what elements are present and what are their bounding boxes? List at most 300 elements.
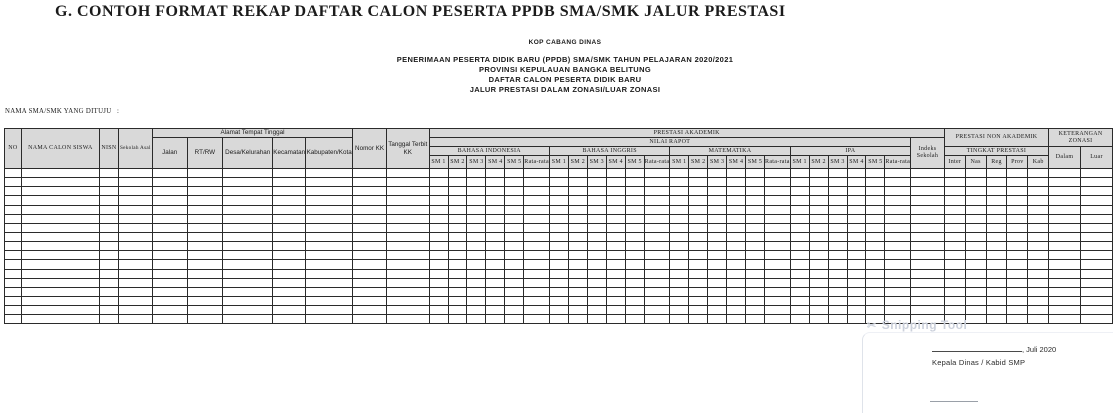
body-cell xyxy=(866,187,885,196)
header-sm-3: SM 3 xyxy=(828,156,847,169)
body-cell xyxy=(944,205,965,214)
table-row xyxy=(5,306,1113,315)
body-cell xyxy=(118,306,152,315)
letterhead-line-4: JALUR PRESTASI DALAM ZONASI/LUAR ZONASI xyxy=(469,85,661,94)
body-cell xyxy=(986,223,1007,232)
body-cell xyxy=(746,178,765,187)
snipping-tool-watermark-text: Snipping Tool xyxy=(881,318,968,332)
body-cell xyxy=(670,178,689,187)
body-cell xyxy=(5,278,22,287)
body-cell xyxy=(670,260,689,269)
body-cell xyxy=(911,306,945,315)
body-cell xyxy=(587,232,606,241)
body-cell xyxy=(587,196,606,205)
body-cell xyxy=(809,296,828,305)
body-cell xyxy=(5,178,22,187)
body-cell xyxy=(765,232,791,241)
body-cell xyxy=(187,315,223,324)
body-cell xyxy=(765,242,791,251)
signature-date: , Juli 2020 xyxy=(1022,345,1057,354)
body-cell xyxy=(606,232,625,241)
body-cell xyxy=(689,278,708,287)
body-cell xyxy=(625,178,644,187)
body-cell xyxy=(99,169,118,178)
body-cell xyxy=(273,287,306,296)
body-cell xyxy=(606,205,625,214)
body-cell xyxy=(5,251,22,260)
body-cell xyxy=(866,251,885,260)
body-cell xyxy=(866,278,885,287)
body-cell xyxy=(809,169,828,178)
body-cell xyxy=(746,278,765,287)
body-cell xyxy=(273,178,306,187)
body-cell xyxy=(1049,232,1081,241)
body-cell xyxy=(911,287,945,296)
body-cell xyxy=(568,315,587,324)
header-sm-3: SM 3 xyxy=(708,156,727,169)
body-cell xyxy=(5,205,22,214)
body-cell xyxy=(152,196,187,205)
body-cell xyxy=(223,223,273,232)
body-cell xyxy=(99,242,118,251)
body-cell xyxy=(306,187,353,196)
body-cell xyxy=(386,223,429,232)
header-matematika: MATEMATIKA xyxy=(670,147,790,156)
body-cell xyxy=(689,187,708,196)
body-cell xyxy=(790,278,809,287)
body-cell xyxy=(606,196,625,205)
body-cell xyxy=(549,278,568,287)
body-cell xyxy=(5,187,22,196)
body-cell xyxy=(828,287,847,296)
body-cell xyxy=(524,287,550,296)
body-cell xyxy=(944,242,965,251)
body-cell xyxy=(965,242,986,251)
body-cell xyxy=(606,178,625,187)
body-cell xyxy=(1007,205,1028,214)
table-row xyxy=(5,269,1113,278)
body-cell xyxy=(486,196,505,205)
body-cell xyxy=(670,315,689,324)
body-cell xyxy=(765,269,791,278)
body-cell xyxy=(223,278,273,287)
body-cell xyxy=(727,315,746,324)
body-cell xyxy=(429,196,448,205)
table-row xyxy=(5,178,1113,187)
body-cell xyxy=(99,205,118,214)
body-cell xyxy=(549,287,568,296)
body-cell xyxy=(606,278,625,287)
body-cell xyxy=(1007,269,1028,278)
body-cell xyxy=(765,287,791,296)
body-cell xyxy=(21,269,99,278)
body-cell xyxy=(944,296,965,305)
body-cell xyxy=(306,287,353,296)
body-cell xyxy=(386,269,429,278)
signature-place-blank-line xyxy=(932,344,1022,352)
body-cell xyxy=(885,187,911,196)
body-cell xyxy=(568,169,587,178)
body-cell xyxy=(689,232,708,241)
body-cell xyxy=(5,306,22,315)
body-cell xyxy=(152,178,187,187)
body-cell xyxy=(568,214,587,223)
body-cell xyxy=(152,260,187,269)
body-cell xyxy=(944,287,965,296)
body-cell xyxy=(486,269,505,278)
body-cell xyxy=(187,187,223,196)
body-cell xyxy=(847,287,866,296)
body-cell xyxy=(223,269,273,278)
body-cell xyxy=(746,223,765,232)
signature-place-date-row xyxy=(932,344,1056,354)
body-cell xyxy=(386,232,429,241)
body-cell xyxy=(587,296,606,305)
body-cell xyxy=(809,260,828,269)
body-cell xyxy=(273,205,306,214)
body-cell xyxy=(689,196,708,205)
body-cell xyxy=(448,315,467,324)
body-cell xyxy=(644,251,670,260)
body-cell xyxy=(1028,178,1049,187)
body-cell xyxy=(644,278,670,287)
body-cell xyxy=(187,251,223,260)
body-cell xyxy=(505,178,524,187)
body-cell xyxy=(944,278,965,287)
body-cell xyxy=(21,232,99,241)
body-cell xyxy=(505,260,524,269)
body-cell xyxy=(1049,205,1081,214)
body-cell xyxy=(986,178,1007,187)
body-cell xyxy=(306,306,353,315)
body-cell xyxy=(625,269,644,278)
body-cell xyxy=(670,205,689,214)
body-cell xyxy=(448,214,467,223)
body-cell xyxy=(467,278,486,287)
body-cell xyxy=(1080,169,1112,178)
body-cell xyxy=(746,242,765,251)
body-cell xyxy=(306,242,353,251)
header-rata-rata: Rata-rata xyxy=(644,156,670,169)
body-cell xyxy=(587,278,606,287)
body-cell xyxy=(549,196,568,205)
body-cell xyxy=(118,187,152,196)
header-ipa: IPA xyxy=(790,147,910,156)
body-cell xyxy=(1007,296,1028,305)
body-cell xyxy=(885,232,911,241)
body-cell xyxy=(746,205,765,214)
body-cell xyxy=(885,242,911,251)
body-cell xyxy=(273,223,306,232)
body-cell xyxy=(448,260,467,269)
body-cell xyxy=(727,269,746,278)
header-rt-rw: RT/RW xyxy=(187,138,223,169)
body-cell xyxy=(809,287,828,296)
body-cell xyxy=(1080,187,1112,196)
body-cell xyxy=(429,287,448,296)
body-cell xyxy=(1028,242,1049,251)
header-no: NO xyxy=(5,129,22,169)
body-cell xyxy=(99,287,118,296)
header-nilai-rapot: NILAI RAPOT xyxy=(429,138,911,147)
header-sm-4: SM 4 xyxy=(727,156,746,169)
body-cell xyxy=(429,178,448,187)
body-cell xyxy=(1080,287,1112,296)
body-cell xyxy=(306,223,353,232)
signature-block xyxy=(932,344,1056,367)
body-cell xyxy=(847,178,866,187)
body-cell xyxy=(765,169,791,178)
body-cell xyxy=(467,251,486,260)
header-sm-4: SM 4 xyxy=(847,156,866,169)
body-cell xyxy=(689,287,708,296)
body-cell xyxy=(386,178,429,187)
header-nomor-kk: Nomor KK xyxy=(353,129,387,169)
body-cell xyxy=(467,205,486,214)
header-kabupaten-kota: Kabupaten/Kota xyxy=(306,138,353,169)
body-cell xyxy=(965,315,986,324)
body-cell xyxy=(21,169,99,178)
body-cell xyxy=(765,187,791,196)
body-cell xyxy=(606,269,625,278)
body-cell xyxy=(765,196,791,205)
body-cell xyxy=(353,187,387,196)
body-cell xyxy=(765,306,791,315)
body-cell xyxy=(353,306,387,315)
body-cell xyxy=(524,251,550,260)
body-cell xyxy=(911,205,945,214)
table-row xyxy=(5,214,1113,223)
body-cell xyxy=(986,278,1007,287)
header-sm-3: SM 3 xyxy=(467,156,486,169)
body-cell xyxy=(486,232,505,241)
body-cell xyxy=(986,251,1007,260)
body-cell xyxy=(790,260,809,269)
body-cell xyxy=(1007,287,1028,296)
body-cell xyxy=(273,269,306,278)
body-cell xyxy=(386,287,429,296)
body-cell xyxy=(5,269,22,278)
letterhead xyxy=(15,39,1113,95)
body-cell xyxy=(965,205,986,214)
body-cell xyxy=(549,251,568,260)
body-cell xyxy=(1049,287,1081,296)
header-rata-rata: Rata-rata xyxy=(885,156,911,169)
header-tingkat-prestasi: TINGKAT PRESTASI xyxy=(944,147,1048,156)
body-cell xyxy=(306,278,353,287)
body-cell xyxy=(911,296,945,305)
body-cell xyxy=(467,187,486,196)
body-cell xyxy=(809,251,828,260)
body-cell xyxy=(99,196,118,205)
body-cell xyxy=(273,242,306,251)
body-cell xyxy=(708,205,727,214)
body-cell xyxy=(1049,251,1081,260)
body-cell xyxy=(606,169,625,178)
body-cell xyxy=(847,269,866,278)
body-cell xyxy=(187,196,223,205)
body-cell xyxy=(99,260,118,269)
header-row-1 xyxy=(5,129,1113,138)
header-rata-rata: Rata-rata xyxy=(765,156,791,169)
body-cell xyxy=(986,296,1007,305)
body-cell xyxy=(99,251,118,260)
body-cell xyxy=(223,196,273,205)
body-cell xyxy=(944,232,965,241)
body-cell xyxy=(1080,223,1112,232)
body-cell xyxy=(187,269,223,278)
header-sm-1: SM 1 xyxy=(790,156,809,169)
body-cell xyxy=(118,269,152,278)
body-cell xyxy=(223,178,273,187)
body-cell xyxy=(223,306,273,315)
body-cell xyxy=(505,196,524,205)
header-prov: Prov xyxy=(1007,156,1028,169)
body-cell xyxy=(746,260,765,269)
body-cell xyxy=(1007,306,1028,315)
body-cell xyxy=(505,296,524,305)
body-cell xyxy=(118,196,152,205)
body-cell xyxy=(809,187,828,196)
body-cell xyxy=(187,232,223,241)
body-cell xyxy=(1049,269,1081,278)
header-nas: Nas xyxy=(965,156,986,169)
body-cell xyxy=(625,232,644,241)
body-cell xyxy=(1028,223,1049,232)
body-cell xyxy=(505,306,524,315)
header-sm-5: SM 5 xyxy=(505,156,524,169)
body-cell xyxy=(746,296,765,305)
body-cell xyxy=(727,242,746,251)
body-cell xyxy=(644,315,670,324)
body-cell xyxy=(885,223,911,232)
body-cell xyxy=(467,260,486,269)
body-cell xyxy=(467,196,486,205)
body-cell xyxy=(689,223,708,232)
body-cell xyxy=(1049,196,1081,205)
body-cell xyxy=(790,196,809,205)
body-cell xyxy=(944,187,965,196)
body-cell xyxy=(625,296,644,305)
header-kecamatan: Kecamatan xyxy=(273,138,306,169)
body-cell xyxy=(911,178,945,187)
body-cell xyxy=(524,214,550,223)
body-cell xyxy=(306,214,353,223)
body-cell xyxy=(847,260,866,269)
body-cell xyxy=(944,214,965,223)
body-cell xyxy=(708,260,727,269)
body-cell xyxy=(524,223,550,232)
body-cell xyxy=(790,232,809,241)
body-cell xyxy=(911,187,945,196)
letterhead-line-1: PENERIMAAN PESERTA DIDIK BARU (PPDB) SMA/SMK TAHUN PELAJARAN 2020/2021 xyxy=(396,55,734,64)
body-cell xyxy=(1028,296,1049,305)
body-cell xyxy=(549,296,568,305)
body-cell xyxy=(429,205,448,214)
header-desa-kelurahan: Desa/Kelurahan xyxy=(223,138,273,169)
body-cell xyxy=(644,269,670,278)
body-cell xyxy=(273,232,306,241)
header-sekolah-asal: Sekolah Asal xyxy=(118,129,152,169)
body-cell xyxy=(644,187,670,196)
body-cell xyxy=(223,251,273,260)
table-row xyxy=(5,251,1113,260)
header-sm-2: SM 2 xyxy=(568,156,587,169)
body-cell xyxy=(965,187,986,196)
header-sm-2: SM 2 xyxy=(448,156,467,169)
body-cell xyxy=(1028,269,1049,278)
body-cell xyxy=(99,278,118,287)
body-cell xyxy=(568,178,587,187)
body-cell xyxy=(549,223,568,232)
body-cell xyxy=(587,223,606,232)
body-cell xyxy=(1007,260,1028,269)
body-cell xyxy=(986,306,1007,315)
body-cell xyxy=(809,278,828,287)
body-cell xyxy=(708,242,727,251)
body-cell xyxy=(505,205,524,214)
body-cell xyxy=(644,205,670,214)
body-cell xyxy=(5,296,22,305)
body-cell xyxy=(486,223,505,232)
body-cell xyxy=(568,260,587,269)
body-cell xyxy=(986,315,1007,324)
body-cell xyxy=(587,315,606,324)
body-cell xyxy=(549,260,568,269)
body-cell xyxy=(1007,214,1028,223)
body-cell xyxy=(21,278,99,287)
signature-name-blank-line xyxy=(930,401,978,402)
body-cell xyxy=(386,296,429,305)
body-cell xyxy=(944,269,965,278)
body-cell xyxy=(1049,296,1081,305)
body-cell xyxy=(847,278,866,287)
body-cell xyxy=(386,242,429,251)
table-row xyxy=(5,169,1113,178)
body-cell xyxy=(505,251,524,260)
body-cell xyxy=(847,187,866,196)
body-cell xyxy=(353,269,387,278)
body-cell xyxy=(5,242,22,251)
signature-signer-title: Kepala Dinas / Kabid SMP xyxy=(932,358,1026,367)
body-cell xyxy=(306,178,353,187)
body-cell xyxy=(746,315,765,324)
body-cell xyxy=(689,296,708,305)
body-cell xyxy=(790,287,809,296)
body-cell xyxy=(99,306,118,315)
body-cell xyxy=(306,196,353,205)
body-cell xyxy=(670,287,689,296)
body-cell xyxy=(386,260,429,269)
body-cell xyxy=(689,169,708,178)
body-cell xyxy=(708,178,727,187)
body-cell xyxy=(353,205,387,214)
body-cell xyxy=(1049,315,1081,324)
body-cell xyxy=(429,169,448,178)
body-cell xyxy=(790,178,809,187)
body-cell xyxy=(353,242,387,251)
body-cell xyxy=(1028,287,1049,296)
body-cell xyxy=(587,306,606,315)
header-reg: Reg xyxy=(986,156,1007,169)
body-cell xyxy=(708,214,727,223)
body-cell xyxy=(5,223,22,232)
header-sm-5: SM 5 xyxy=(625,156,644,169)
table-row xyxy=(5,278,1113,287)
header-kab: Kab xyxy=(1028,156,1049,169)
body-cell xyxy=(986,169,1007,178)
header-indeks-sekolah: Indeks Sekolah xyxy=(911,138,945,169)
